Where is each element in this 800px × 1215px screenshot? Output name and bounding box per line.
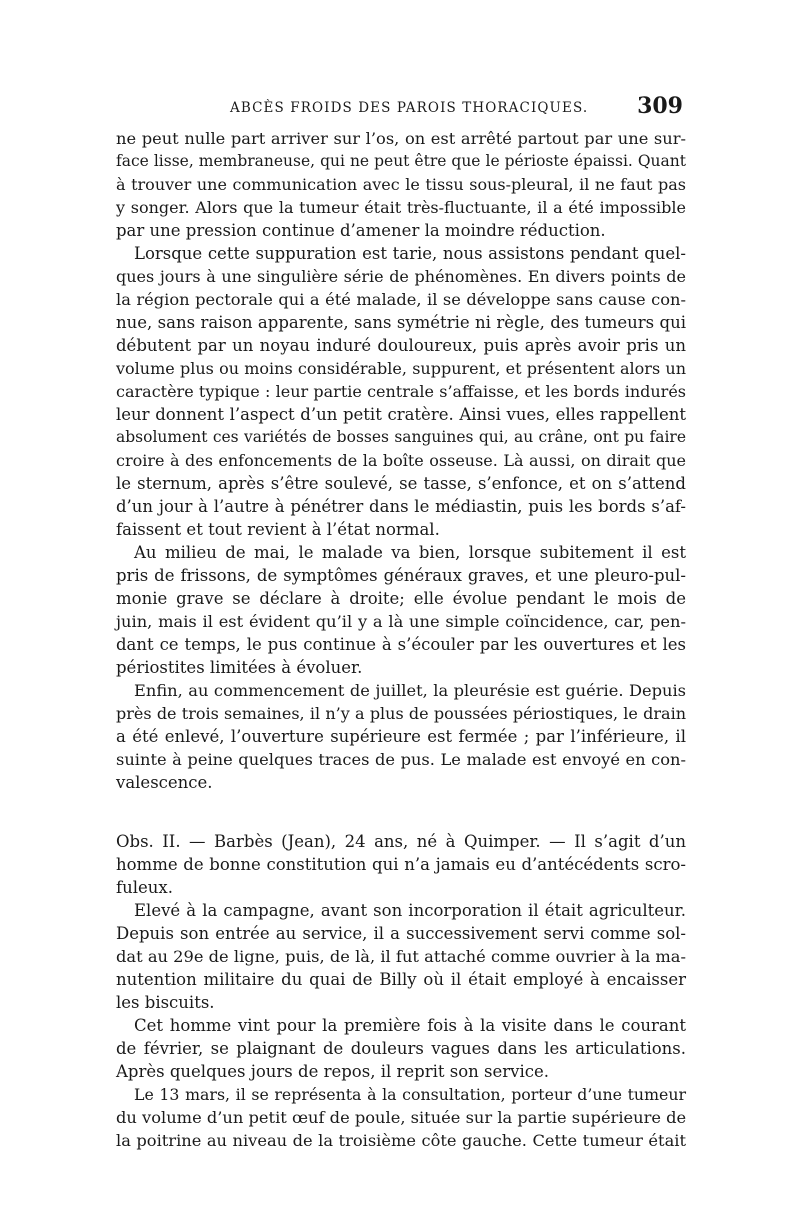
- text-line: dat au 29e de ligne, puis, de là, il fut attaché comme ouvrier à la ma-: [116, 947, 686, 966]
- text-line: par une pression continue d’amener la moindre réduction.: [116, 221, 606, 240]
- text-line: Le 13 mars, il se représenta à la consultation, porteur d’une tumeur: [134, 1085, 686, 1104]
- text-line: faissent et tout revient à l’état normal.: [116, 520, 440, 539]
- text-line: valescence.: [116, 773, 213, 792]
- text-line: absolument ces variétés de bosses sanguines qui, au crâne, ont pu faire: [116, 428, 686, 446]
- text-line: d’un jour à l’autre à pénétrer dans le médiastin, puis les bords s’af-: [116, 497, 686, 516]
- text-line: croire à des enfoncements de la boîte osseuse. Là aussi, on dirait que: [116, 451, 686, 470]
- text-line: Enfin, au commencement de juillet, la pleurésie est guérie. Depuis: [134, 681, 686, 700]
- text-line: de février, se plaignant de douleurs vagues dans les articulations.: [116, 1039, 686, 1058]
- text-line: du volume d’un petit œuf de poule, située sur la partie supérieure de: [116, 1108, 687, 1127]
- text-line: ne peut nulle part arriver sur l’os, on est arrêté partout par une sur-: [116, 129, 686, 148]
- text-line: homme de bonne constitution qui n’a jamais eu d’antécédents scro-: [116, 855, 686, 874]
- text-line: Après quelques jours de repos, il reprit son service.: [116, 1062, 549, 1081]
- text-line: leur donnent l’aspect d’un petit cratère. Ainsi vues, elles rappellent: [116, 405, 686, 424]
- text-line: ques jours à une singulière série de phénomènes. En divers points de: [116, 267, 686, 286]
- text-line: les biscuits.: [116, 993, 215, 1012]
- text-line: pris de frissons, de symptômes généraux graves, et une pleuro-pul-: [116, 566, 686, 585]
- body-text: [116, 127, 686, 1152]
- text-line: y songer. Alors que la tumeur était très-fluctuante, il a été impossible: [116, 198, 686, 217]
- text-line: le sternum, après s’être soulevé, se tasse, s’enfonce, et on s’attend: [116, 474, 686, 493]
- text-line: Obs. II. — Barbès (Jean), 24 ans, né à Quimper. — Il s’agit d’un: [116, 832, 686, 851]
- running-head: [118, 93, 683, 123]
- text-line: nue, sans raison apparente, sans symétrie ni règle, des tumeurs qui: [116, 313, 686, 332]
- text-line: dant ce temps, le pus continue à s’écouler par les ouvertures et les: [116, 635, 686, 654]
- text-line: nutention militaire du quai de Billy où il était employé à encaisser: [116, 970, 686, 989]
- page-number: 309: [637, 93, 683, 119]
- text-line: près de trois semaines, il n’y a plus de poussées périostiques, le drain: [116, 704, 686, 723]
- text-line: Lorsque cette suppuration est tarie, nous assistons pendant quel-: [134, 244, 686, 263]
- text-line: la poitrine au niveau de la troisième côte gauche. Cette tumeur était: [116, 1131, 686, 1150]
- text-line: caractère typique : leur partie centrale s’affaisse, et les bords indurés: [116, 382, 686, 401]
- text-line: fuleux.: [116, 878, 173, 897]
- running-title: ABCÈS FROIDS DES PAROIS THORACIQUES.: [230, 100, 589, 116]
- text-line: volume plus ou moins considérable, suppurent, et présentent alors un: [116, 359, 686, 378]
- text-line: suinte à peine quelques traces de pus. Le malade est envoyé en con-: [116, 750, 686, 769]
- text-line: débutent par un noyau induré douloureux, puis après avoir pris un: [116, 336, 686, 355]
- text-line: face lisse, membraneuse, qui ne peut être que le périoste épaissi. Quant: [116, 152, 686, 170]
- text-line: à trouver une communication avec le tissu sous-pleural, il ne faut pas: [116, 175, 686, 194]
- text-line: la région pectorale qui a été malade, il se développe sans cause con-: [116, 290, 686, 309]
- text-line: monie grave se déclare à droite; elle évolue pendant le mois de: [116, 589, 686, 608]
- text-line: juin, mais il est évident qu’il y a là une simple coïncidence, car, pen-: [116, 612, 686, 631]
- section-gap: [116, 794, 686, 830]
- text-line: Cet homme vint pour la première fois à la visite dans le courant: [134, 1016, 686, 1035]
- text-line: Elevé à la campagne, avant son incorporation il était agriculteur.: [134, 901, 686, 920]
- text-line: Au milieu de mai, le malade va bien, lorsque subitement il est: [134, 543, 686, 562]
- text-line: a été enlevé, l’ouverture supérieure est fermée ; par l’inférieure, il: [116, 727, 686, 746]
- text-line: périostites limitées à évoluer.: [116, 658, 363, 677]
- text-line: Depuis son entrée au service, il a successivement servi comme sol-: [116, 924, 686, 943]
